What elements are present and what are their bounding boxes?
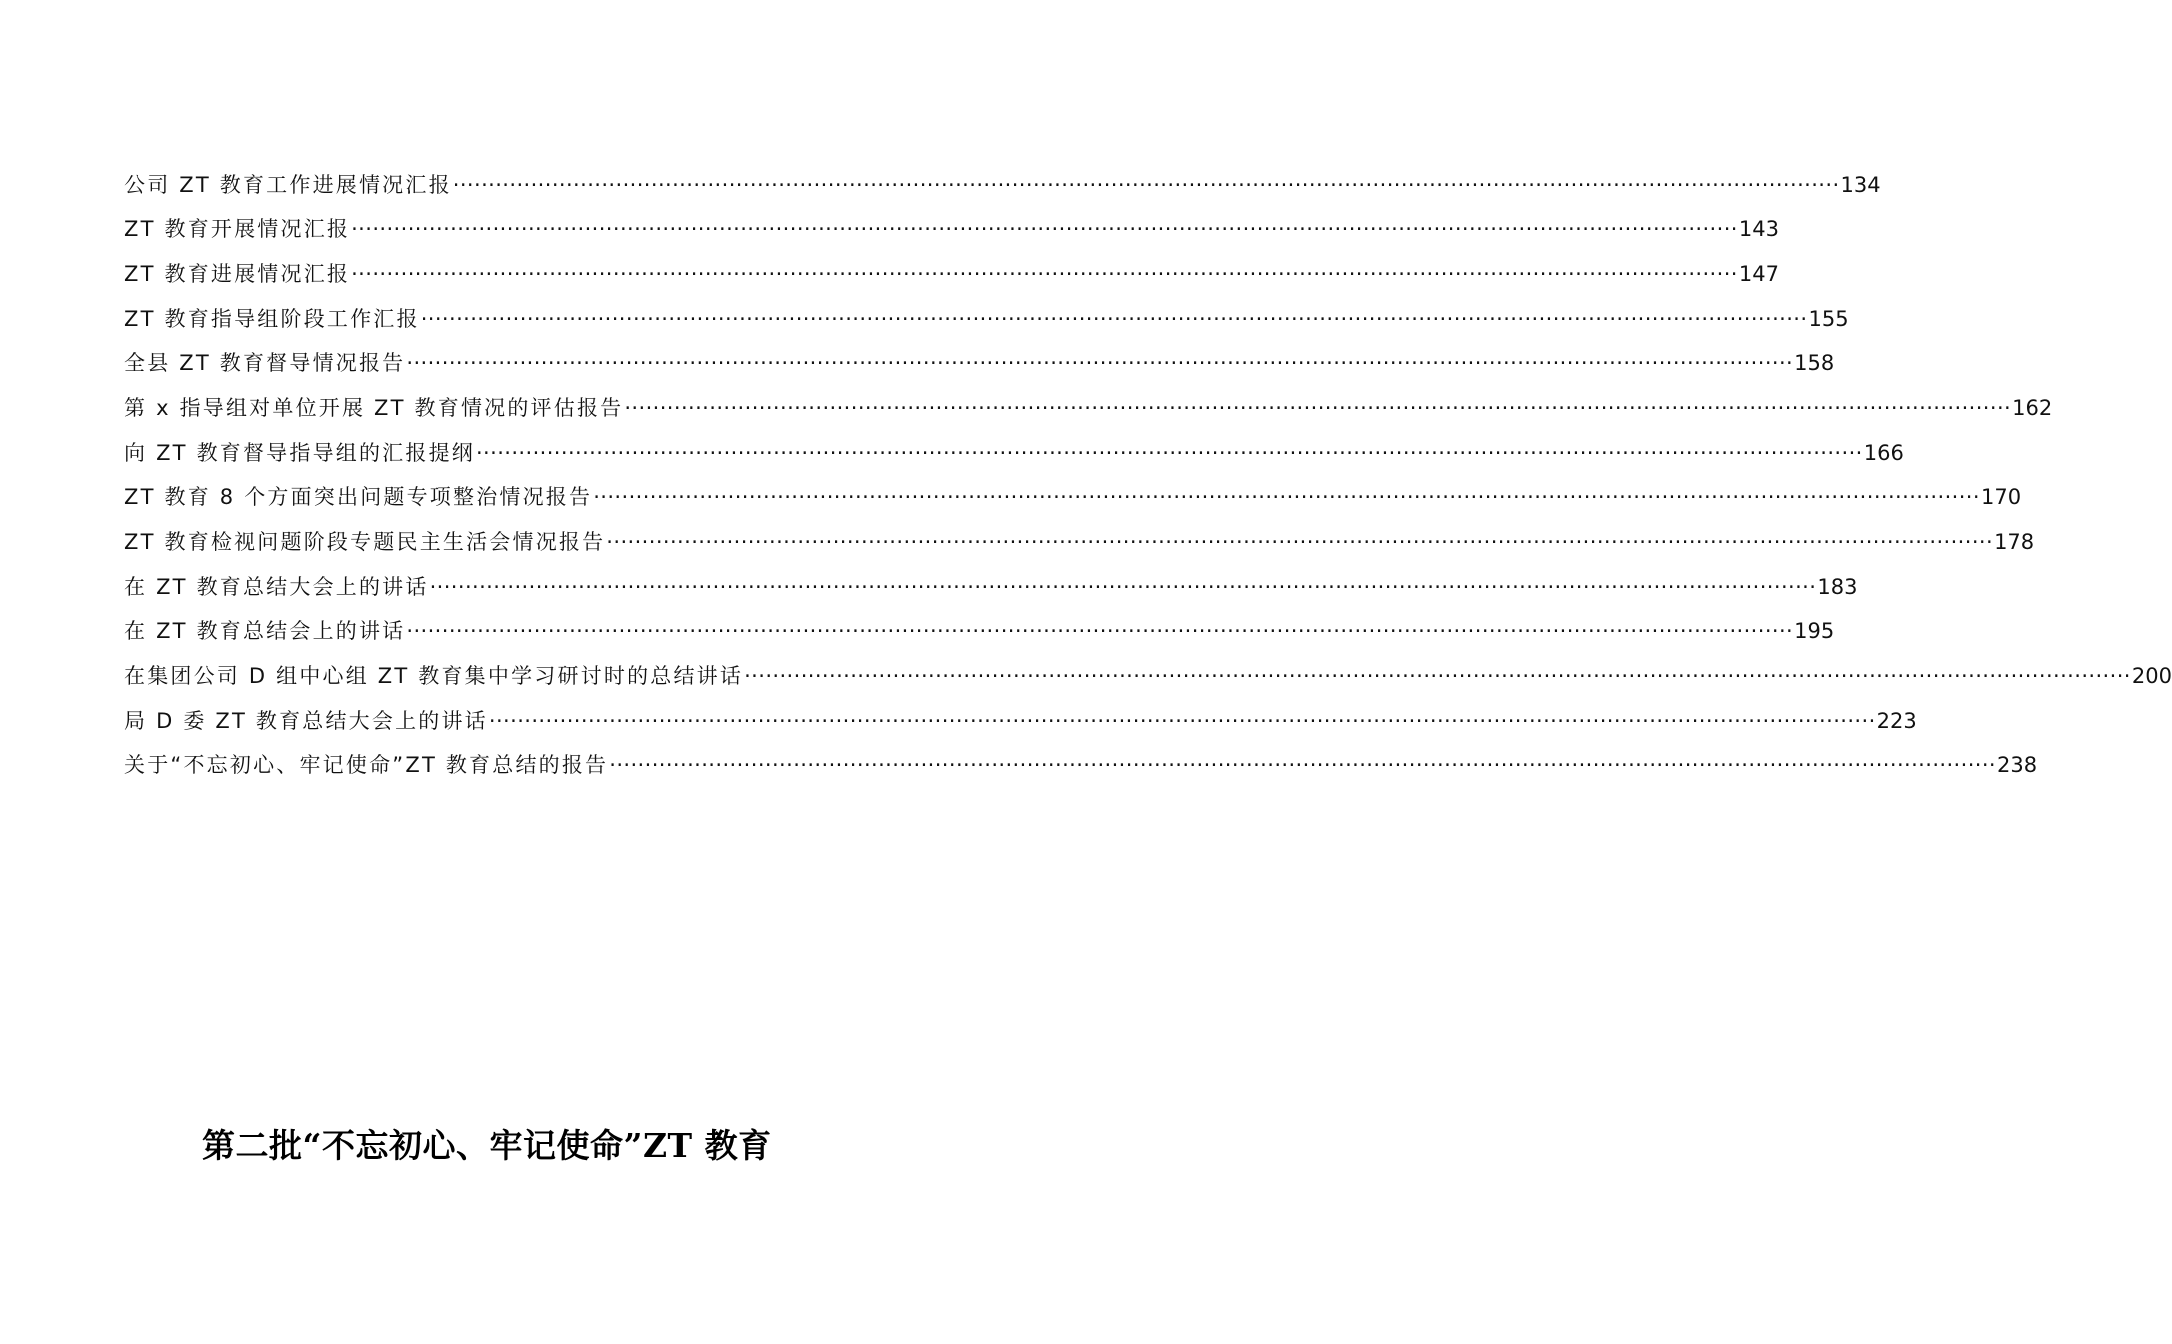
toc-entry-page: 223: [1876, 708, 1917, 733]
toc-leader-dots: [488, 703, 1877, 728]
toc-leader-dots: [605, 524, 1994, 549]
toc-leader-dots: [405, 613, 1794, 638]
toc-entry-title: ZT 教育开展情况汇报: [124, 217, 351, 242]
toc-entry-page: 170: [1980, 485, 2022, 510]
toc-entry-title: ZT 教育检视问题阶段专题民主生活会情况报告: [124, 530, 606, 554]
toc-leader-dots: [475, 435, 1864, 460]
toc-entry[interactable]: [124, 287, 1849, 332]
toc-entry[interactable]: [124, 332, 1835, 377]
toc-entry[interactable]: [124, 242, 1779, 287]
toc-entry[interactable]: [124, 421, 1904, 466]
toc-entry-title: ZT 教育 8 个方面突出问题专项整治情况报告: [124, 485, 593, 510]
toc-entry-page: 238: [1997, 753, 2038, 778]
toc-entry-title: 局 D 委 ZT 教育总结大会上的讲话: [124, 708, 488, 733]
toc-entry-page: 162: [2012, 395, 2053, 420]
toc-entry-title: 关于“不忘初心、牢记使命”ZT 教育总结的报告: [124, 753, 609, 778]
toc-entry-title: 在 ZT 教育总结大会上的讲话: [124, 574, 429, 599]
toc-entry[interactable]: [124, 153, 1881, 198]
toc-entry[interactable]: [124, 689, 1917, 734]
toc-entry-page: 200: [2131, 664, 2172, 689]
toc-leader-dots: [623, 390, 2012, 415]
toc-entry-page: 178: [1994, 530, 2035, 554]
toc-entry-title: 公司 ZT 教育工作进展情况汇报: [124, 172, 452, 197]
toc-entry-page: 155: [1808, 306, 1849, 331]
toc-leader-dots: [350, 256, 1739, 281]
toc-entry-title: 在集团公司 D 组中心组 ZT 教育集中学习研讨时的总结讲话: [124, 664, 744, 689]
toc-leader-dots: [350, 211, 1739, 236]
toc-entry-title: ZT 教育指导组阶段工作汇报: [124, 306, 420, 331]
toc-entry-title: 在 ZT 教育总结会上的讲话: [124, 619, 406, 644]
toc-leader-dots: [743, 658, 2132, 683]
toc-entry[interactable]: [124, 466, 2022, 511]
toc-leader-dots: [420, 301, 1809, 326]
toc-entry-title: 向 ZT 教育督导指导组的汇报提纲: [124, 440, 475, 465]
toc-leader-dots: [405, 345, 1794, 370]
toc-entry-page: 158: [1794, 351, 1835, 376]
toc-entry-title: 全县 ZT 教育督导情况报告: [124, 351, 406, 376]
toc-entry[interactable]: [124, 734, 2038, 779]
toc-entry-page: 166: [1863, 440, 1904, 465]
toc-entry[interactable]: [124, 198, 1779, 243]
toc-entry-title: 第 x 指导组对单位开展 ZT 教育情况的评估报告: [124, 395, 624, 420]
table-of-contents: [124, 153, 2172, 779]
toc-entry[interactable]: [124, 555, 1858, 600]
toc-entry-page: 143: [1738, 217, 1779, 242]
toc-entry[interactable]: [124, 600, 1835, 645]
toc-entry-page: 147: [1738, 261, 1779, 286]
toc-entry-page: 134: [1840, 172, 1881, 197]
toc-leader-dots: [608, 747, 1997, 772]
toc-leader-dots: [452, 167, 1841, 192]
toc-entry-page: 183: [1817, 574, 1858, 599]
toc-entry[interactable]: [124, 645, 2172, 690]
toc-entry-title: ZT 教育进展情况汇报: [124, 261, 351, 286]
toc-entry[interactable]: [124, 376, 2053, 421]
toc-leader-dots: [592, 479, 1981, 504]
section-heading: 第二批“不忘初心、牢记使命”ZT 教育: [202, 1126, 772, 1165]
toc-entry-page: 195: [1794, 619, 1835, 644]
toc-entry[interactable]: [124, 511, 2035, 556]
toc-leader-dots: [429, 569, 1818, 594]
